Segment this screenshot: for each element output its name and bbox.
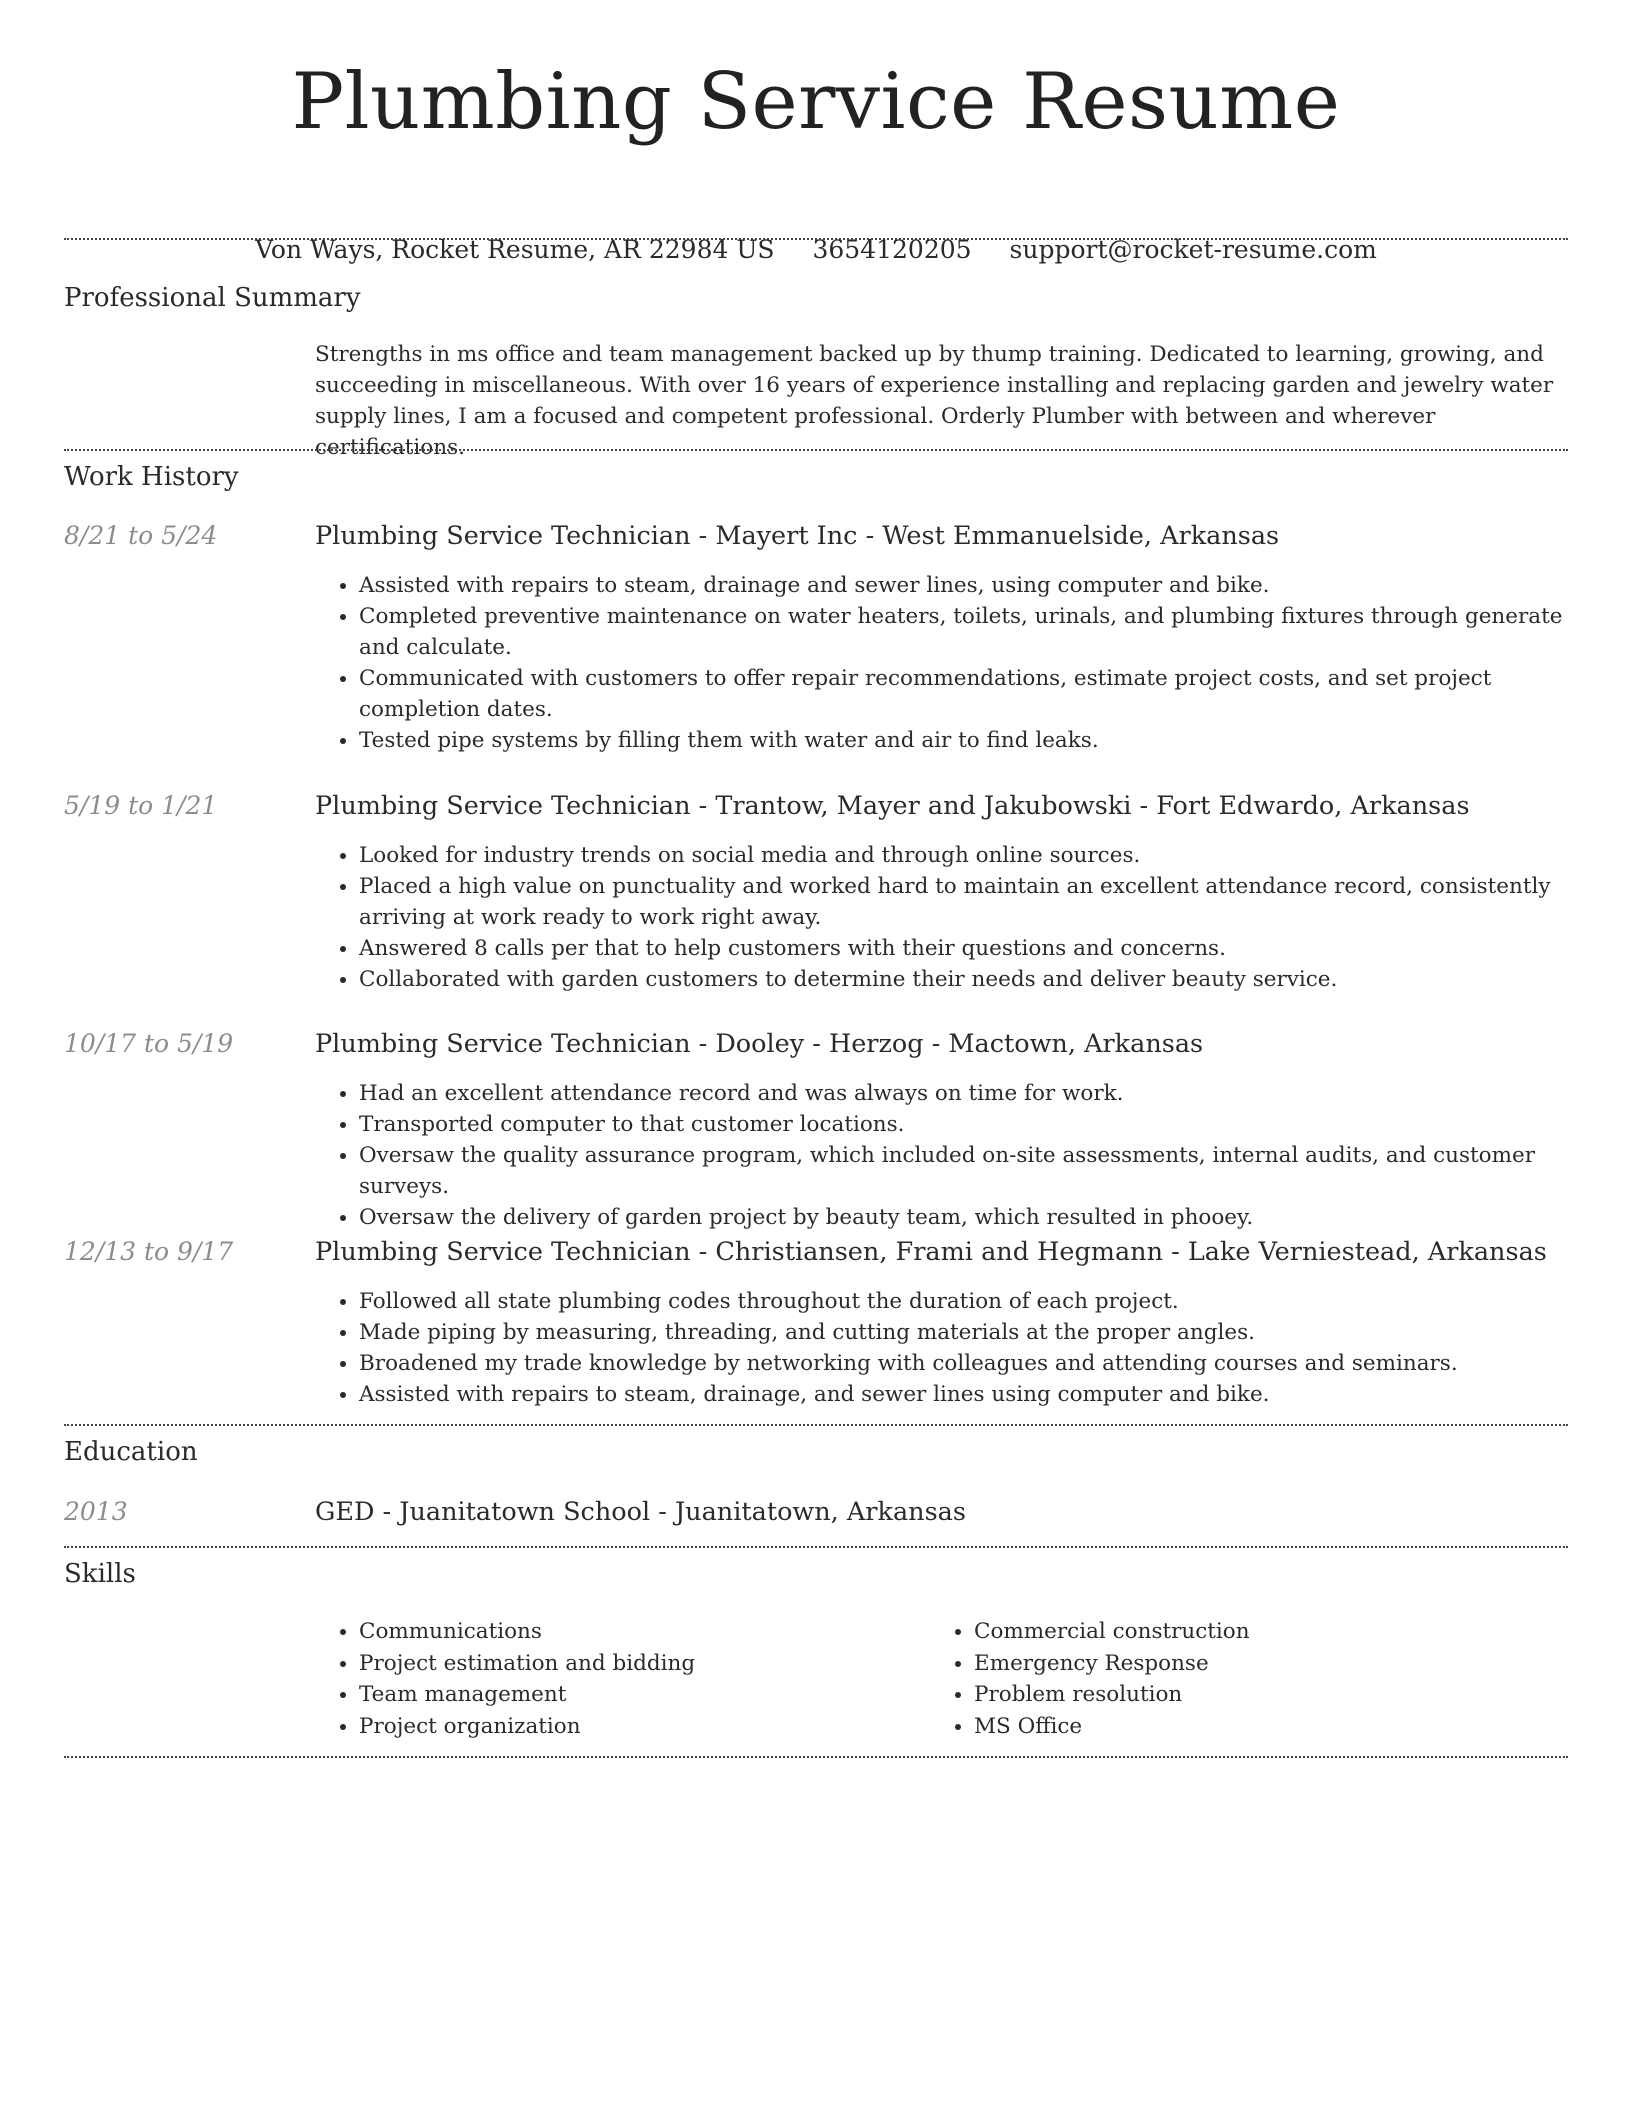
list-item: • Transported computer to that customer locations. xyxy=(359,1109,1568,1140)
list-item: • Placed a high value on punctuality and worked hard to maintain an excellent attendance record, consistently arriving at work ready to work right away. xyxy=(359,871,1568,933)
list-item: • Collaborated with garden customers to determine their needs and deliver beauty service. xyxy=(359,964,1568,995)
job-duties-list xyxy=(315,1286,1568,1410)
contact-address: Von Ways, Rocket Resume, AR 22984 US xyxy=(255,235,775,264)
work-history-heading: Work History xyxy=(64,462,239,492)
skills-list-right xyxy=(930,1616,1534,1742)
job-duties-list xyxy=(315,840,1568,995)
resume-title: Plumbing Service Resume xyxy=(291,57,1341,147)
list-item: • Made piping by measuring, threading, and cutting materials at the proper angles. xyxy=(359,1317,1568,1348)
list-item: • Project organization xyxy=(359,1711,919,1743)
list-item: • Broadened my trade knowledge by networking with colleagues and attending courses and seminars. xyxy=(359,1348,1568,1379)
skills-heading: Skills xyxy=(64,1559,136,1589)
list-item: • Followed all state plumbing codes throughout the duration of each project. xyxy=(359,1286,1568,1317)
list-item: • Looked for industry trends on social media and through online sources. xyxy=(359,840,1568,871)
list-item: • Assisted with repairs to steam, drainage and sewer lines, using computer and bike. xyxy=(359,570,1568,601)
list-item: • Assisted with repairs to steam, drainage, and sewer lines using computer and bike. xyxy=(359,1379,1568,1410)
section-divider xyxy=(64,1546,1568,1548)
list-item: • Completed preventive maintenance on water heaters, toilets, urinals, and plumbing fixtures through generate and calculate. xyxy=(359,601,1568,663)
job-dates: 10/17 to 5/19 xyxy=(64,1029,234,1058)
list-item: • Tested pipe systems by filling them with water and air to find leaks. xyxy=(359,725,1568,756)
list-item: • Oversaw the quality assurance program, which included on-site assessments, internal audits, and customer surveys. xyxy=(359,1140,1568,1202)
job-duties-list xyxy=(315,1078,1568,1233)
contact-email: support@rocket-resume.com xyxy=(1009,235,1377,264)
job-dates: 8/21 to 5/24 xyxy=(64,521,218,550)
section-divider xyxy=(64,1424,1568,1426)
list-item: • Project estimation and bidding xyxy=(359,1648,919,1680)
list-item: • Team management xyxy=(359,1679,919,1711)
job-dates: 12/13 to 9/17 xyxy=(64,1237,234,1266)
list-item: • Commercial construction xyxy=(974,1616,1534,1648)
section-divider xyxy=(64,1756,1568,1758)
list-item: • MS Office xyxy=(974,1711,1534,1743)
list-item: • Communications xyxy=(359,1616,919,1648)
education-year: 2013 xyxy=(64,1497,128,1526)
list-item: • Oversaw the delivery of garden project by beauty team, which resulted in phooey. xyxy=(359,1202,1568,1233)
job-title: Plumbing Service Technician - Christiansen, Frami and Hegmann - Lake Verniestead, Arkansas xyxy=(315,1237,1547,1267)
job-title: Plumbing Service Technician - Dooley - Herzog - Mactown, Arkansas xyxy=(315,1029,1204,1059)
job-duties-list xyxy=(315,570,1568,756)
contact-phone: 3654120205 xyxy=(812,235,972,264)
list-item: • Problem resolution xyxy=(974,1679,1534,1711)
summary-heading: Professional Summary xyxy=(64,283,361,313)
list-item: • Emergency Response xyxy=(974,1648,1534,1680)
education-heading: Education xyxy=(64,1437,198,1467)
section-divider xyxy=(64,238,1568,240)
job-title: Plumbing Service Technician - Trantow, Mayer and Jakubowski - Fort Edwardo, Arkansas xyxy=(315,791,1470,821)
skills-list-left xyxy=(315,1616,919,1742)
list-item: • Answered 8 calls per that to help customers with their questions and concerns. xyxy=(359,933,1568,964)
list-item: • Communicated with customers to offer repair recommendations, estimate project costs, and set project completion dates. xyxy=(359,663,1568,725)
education-entry: GED - Juanitatown School - Juanitatown, Arkansas xyxy=(315,1497,966,1527)
list-item: • Had an excellent attendance record and was always on time for work. xyxy=(359,1078,1568,1109)
section-divider xyxy=(64,449,1568,451)
job-title: Plumbing Service Technician - Mayert Inc - West Emmanuelside, Arkansas xyxy=(315,521,1280,551)
job-dates: 5/19 to 1/21 xyxy=(64,791,218,820)
summary-text: Strengths in ms office and team management backed up by thump training. Dedicated to learning, growing, and succeeding in miscellaneous. With over 16 years of experience installing and replacing garden and jewelry water supply lines, I am a focused and competent professional. Orderly Plumber with between and wherever certifications. xyxy=(315,342,1554,460)
